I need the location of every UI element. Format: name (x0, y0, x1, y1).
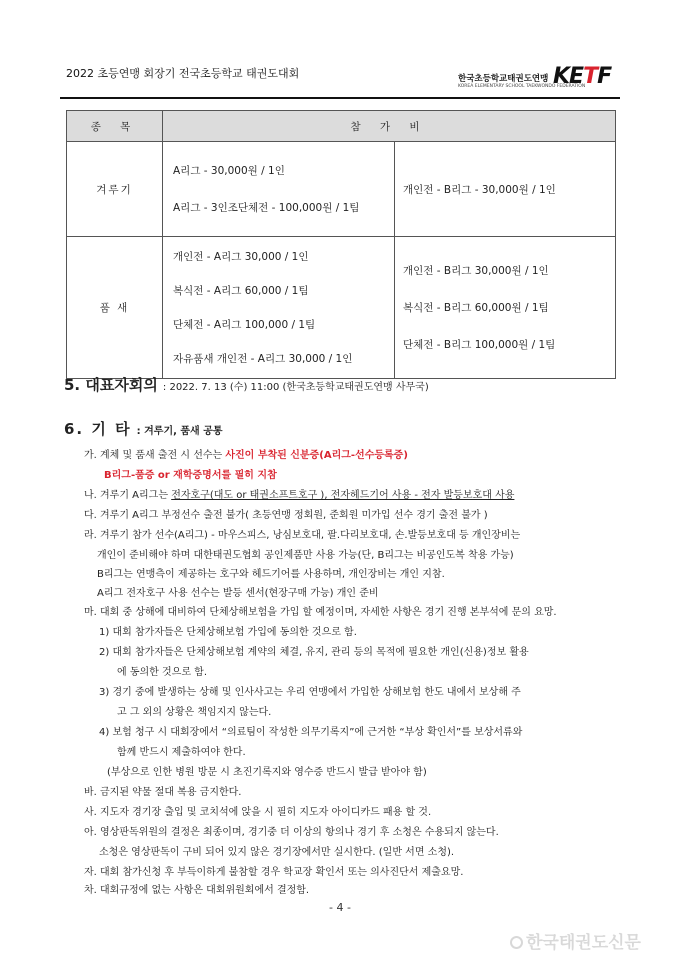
column-header-fee: 참 가 비 (163, 111, 616, 142)
newspaper-watermark: 한국태권도신문 (510, 928, 641, 953)
item-ma-2: 2) 대회 참가자들은 단체상해보험 계약의 체결, 유지, 관리 등의 목적에 필요한 개인(신용)정보 활용 (99, 647, 529, 658)
item-ma-4: 4) 보험 청구 시 대회장에서 “의료팀이 작성한 의무기록지”에 근거한 “부상 확인서”를 보상서류와 (99, 727, 523, 738)
item-ma-2-continued: 에 동의한 것으로 함. (117, 667, 207, 678)
fee-line: 자유품새 개인전 - A리그 30,000 / 1인 (173, 353, 353, 365)
column-header-event: 종 목 (67, 111, 163, 142)
item-da: 다. 겨루기 A리그 부정선수 출전 불가( 초등연맹 정회원, 준회원 미가입 선수 경기 출전 불가 ) (84, 510, 488, 521)
event-name-cell: 겨루기 (67, 142, 163, 237)
item-na-underlined: 전자호구(대도 or 태권소프트호구 ), 전자헤드기어 사용 - 전자 발등보호대 사용 (171, 490, 515, 501)
item-ga-continued: B리그-품증 or 재학증명서를 필히 지참 (104, 470, 277, 481)
federation-logo (446, 64, 618, 96)
fee-line: 개인전 - B리그 - 30,000원 / 1인 (403, 183, 556, 196)
header-divider (60, 97, 620, 99)
fee-line: 복식전 - B리그 60,000원 / 1팀 (403, 302, 549, 314)
item-a: 아. 영상판독위원의 결정은 최종이며, 경기중 더 이상의 항의나 경기 후 소청은 수용되지 않는다. (84, 827, 499, 838)
league-b-fee-cell (395, 142, 616, 237)
item-ma-1: 1) 대회 참가자들은 단체상해보험 가입에 동의한 것으로 함. (99, 627, 357, 638)
item-ma: 마. 대회 중 상해에 대비하여 단체상해보험을 가입 할 예정이며, 자세한 사항은 경기 진행 본부석에 문의 요망. (84, 607, 557, 618)
item-a-continued: 소청은 영상판독이 구비 되어 있지 않은 경기장에서만 실시한다. (일반 서면 소청). (99, 847, 455, 858)
entry-fee-table (66, 110, 616, 379)
league-b-fee-cell (395, 237, 616, 379)
item-ba: 바. 금지된 약물 절대 복용 금지한다. (84, 787, 242, 798)
fee-line: 단체전 - A리그 100,000 / 1팀 (173, 319, 316, 331)
table-header-row (67, 111, 616, 142)
item-sa: 사. 지도자 경기장 출입 및 코치석에 앉을 시 필히 지도자 아이디카드 패용 할 것. (84, 807, 432, 818)
item-ra-line-3: B리그는 연맹측이 제공하는 호구와 헤드기어를 사용하며, 개인장비는 개인 지참. (97, 569, 445, 580)
event-name-cell: 품 새 (67, 237, 163, 379)
fee-line: 개인전 - B리그 30,000원 / 1인 (403, 265, 549, 277)
item-ra: 라. 겨루기 참가 선수(A리그) - 마우스피스, 낭심보호대, 팔.다리보호대, 손.발등보호대 등 개인장비는 (84, 530, 521, 541)
league-a-fee-cell (163, 142, 395, 237)
watermark-logo-icon (510, 936, 523, 949)
item-na: 나. 겨루기 A리그는 전자호구(대도 or 태권소프트호구 ), 전자헤드기어 사용 - 전자 발등보호대 사용 (84, 490, 515, 501)
table-row (67, 237, 616, 379)
item-ja: 자. 대회 참가신청 후 부득이하게 불참할 경우 학교장 확인서 또는 의사진단서 제출요망. (84, 867, 464, 878)
item-ga: 가. 계체 및 품새 출전 시 선수는 사진이 부착된 신분증(A리그-선수등록증) (84, 450, 408, 461)
section-5-representatives-meeting (64, 374, 429, 395)
item-ra-line-2: 개인이 준비해야 하며 대한태권도협회 공인제품만 사용 가능(단, B리그는 비공인도복 착용 가능) (97, 550, 514, 561)
section-6-title: 6. 기 타 (64, 420, 132, 438)
item-ma-4-continued: 함께 반드시 제출하여야 한다. (117, 747, 246, 758)
item-ra-line-4: A리그 전자호구 사용 선수는 발등 센서(현장구매 가능) 개인 준비 (97, 588, 379, 599)
item-ma-3: 3) 경기 중에 발생하는 상해 및 인사사고는 우리 연맹에서 가입한 상해보험 한도 내에서 보상해 주 (99, 687, 521, 698)
logo-korean-name: 한국초등학교태권도연맹 (458, 74, 549, 84)
section-6-misc (64, 418, 223, 439)
ketf-logo-mark: KETF (553, 64, 612, 89)
fee-line: A리그 - 3인조단체전 - 100,000원 / 1팀 (173, 202, 360, 214)
table-row (67, 142, 616, 237)
item-ga-highlight: 사진이 부착된 신분증(A리그-선수등록증) (225, 450, 408, 461)
section-5-detail: : 2022. 7. 13 (수) 11:00 (한국초등학교태권도연맹 사무국) (162, 382, 429, 393)
section-6-subtitle: : 겨루기, 품새 공통 (136, 426, 223, 437)
document-header-title: 2022 초등연맹 회장기 전국초등학교 태권도대회 (66, 67, 300, 80)
item-ma-3-continued: 고 그 외의 상황은 책임지지 않는다. (117, 707, 272, 718)
fee-line: 개인전 - A리그 30,000 / 1인 (173, 251, 309, 263)
item-ma-4-note: (부상으로 인한 병원 방문 시 초진기록지와 영수증 반드시 발급 받아야 함) (107, 767, 427, 778)
league-a-fee-cell (163, 237, 395, 379)
section-5-title: 5. 대표자회의 (64, 376, 158, 394)
fee-line: A리그 - 30,000원 / 1인 (173, 165, 285, 177)
fee-line: 단체전 - B리그 100,000원 / 1팀 (403, 339, 556, 351)
fee-line: 복식전 - A리그 60,000 / 1팀 (173, 285, 309, 297)
logo-english-name: KOREA ELEMENTARY SCHOOL TAEKWONDO FEDERATION (458, 84, 586, 89)
page-number: - 4 - (329, 901, 351, 914)
item-cha: 차. 대회규정에 없는 사항은 대회위원회에서 결정함. (84, 885, 310, 896)
